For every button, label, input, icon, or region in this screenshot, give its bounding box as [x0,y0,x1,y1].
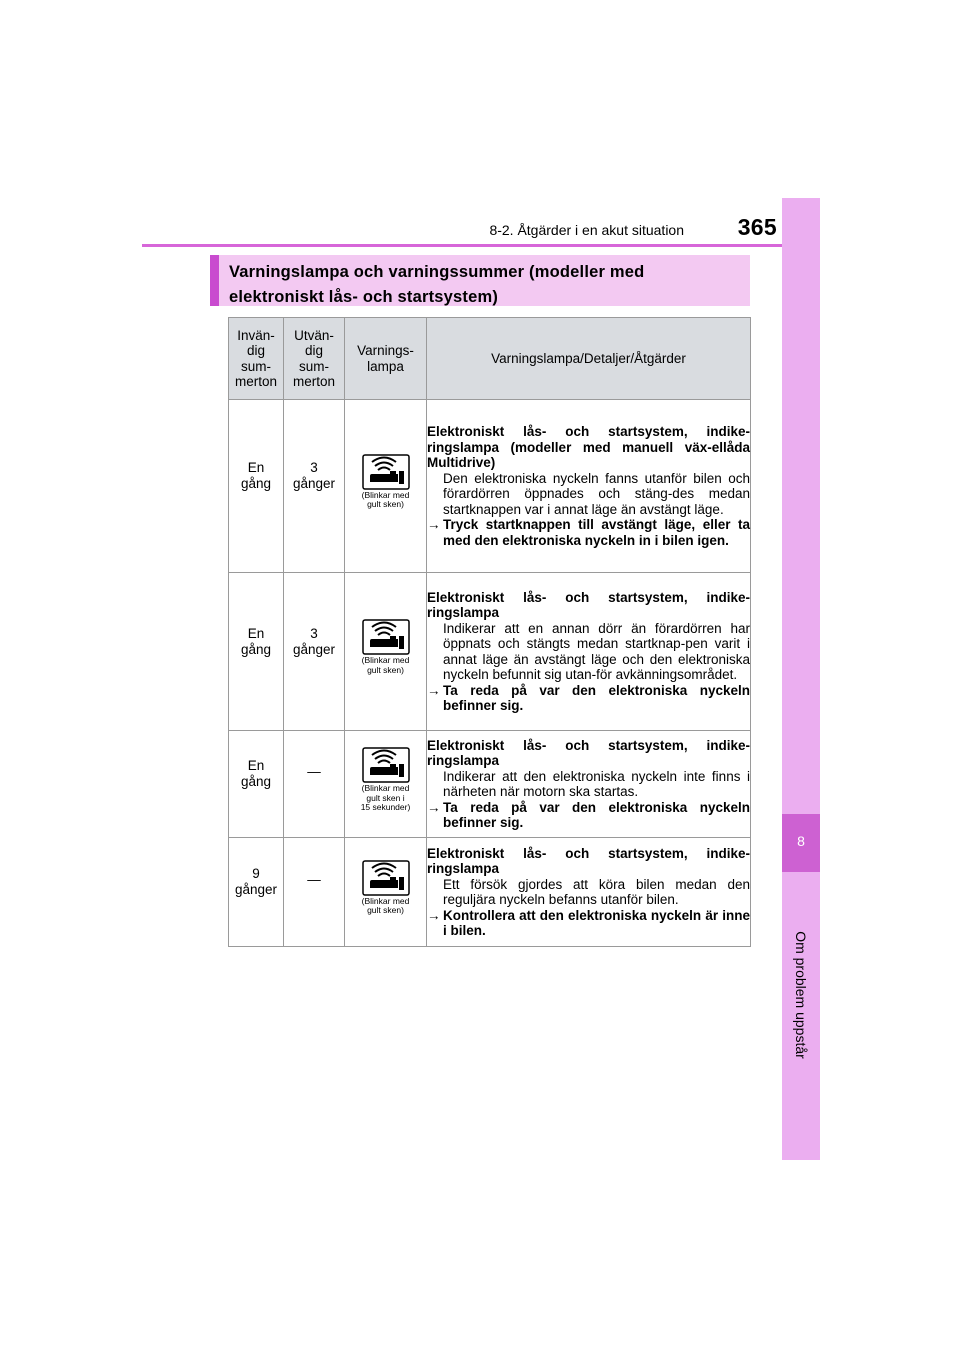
table-row [229,838,751,947]
lamp-note: (Blinkar med gult sken) [361,895,410,916]
outside-buzzer-count: 3 gånger [292,460,336,491]
lamp-figure [356,860,416,916]
outside-buzzer-cell [284,731,345,838]
detail-cell [427,731,751,838]
inside-buzzer-count: En gång [240,460,272,491]
detail-cell [427,838,751,947]
lamp-figure [356,619,416,675]
detail-cell [427,573,751,731]
inside-buzzer-cell [229,573,284,731]
detail-description: Indikerar att den elektroniska nyckeln inte finns i närheten när motorn ska startas. [443,768,750,799]
outside-buzzer-count: — [307,764,321,779]
header-outside-label: Utvän- dig sum- merton [292,327,336,389]
chapter-number: 8 [797,833,805,849]
detail-description: Indikerar att en annan dörr än förardörren har öppnats och stängts medan startknap-pen varit i annat läge än avstängt läge och den elektroniska nyckeln befunnit sig utan-för avkänningsområdet. [443,620,750,682]
outside-buzzer-cell [284,400,345,573]
arrow-icon: → [427,682,441,698]
outside-buzzer-count: — [307,872,321,887]
detail-action-text: Ta reda på var den elektroniska nyckeln befinner sig. [443,682,750,713]
outside-buzzer-cell [284,838,345,947]
detail-action-text: Tryck startknappen till avstängt läge, eller ta med den elektroniska nyckeln in i bilen igen. [443,517,750,548]
lamp-figure [356,454,416,510]
detail-action [427,683,750,714]
lamp-cell [345,731,427,838]
detail-title: Elektroniskt lås- och startsystem, indike-ringslampa [427,845,750,876]
smart-key-warning-icon [362,860,410,896]
outside-buzzer-count: 3 gånger [292,625,336,657]
inside-buzzer-count: En gång [240,758,272,789]
detail-action-text: Kontrollera att den elektroniska nyckeln är inne i bilen. [443,907,750,938]
detail-action [427,908,750,939]
chapter-label-wrapper [776,930,826,1060]
detail-action-text: Ta reda på var den elektroniska nyckeln befinner sig. [443,799,750,830]
chapter-title: Om problem uppstår [793,931,810,1059]
inside-buzzer-count: En gång [240,625,272,657]
lamp-cell [345,838,427,947]
header-inside-buzzer [229,318,284,400]
lamp-note: (Blinkar med gult sken) [361,489,410,510]
detail-title: Elektroniskt lås- och startsystem, indike-ringslampa [427,589,750,620]
header-divider [142,244,820,247]
lamp-note: (Blinkar med gult sken i 15 sekunder) [360,783,411,812]
header-outside-buzzer [284,318,345,400]
inside-buzzer-cell [229,731,284,838]
detail-title: Elektroniskt lås- och startsystem, indike-ringslampa [427,737,750,768]
lamp-cell [345,573,427,731]
detail-description: Ett försök gjordes att köra bilen medan den reguljära nyckeln befanns utanför bilen. [443,876,750,907]
header-lamp-label: Varnings- lampa [357,343,414,374]
header-warning-lamp [345,318,427,400]
table-row [229,400,751,573]
arrow-icon: → [427,517,441,532]
arrow-icon: → [427,907,441,923]
smart-key-warning-icon [362,454,410,490]
arrow-icon: → [427,799,441,815]
table-row [229,731,751,838]
inside-buzzer-count: 9 gånger [234,866,278,897]
header-details [427,318,751,400]
detail-title: Elektroniskt lås- och startsystem, indike-ringslampa (modeller med manuell väx-ellåda Multidrive) [427,424,750,470]
inside-buzzer-cell [229,400,284,573]
table-row [229,573,751,731]
lamp-figure [356,747,416,813]
lamp-note: (Blinkar med gult sken) [361,655,410,675]
detail-cell [427,400,751,573]
section-heading-callout: Varningslampa och varningssummer (modeller med elektroniskt lås- och startsystem) [210,255,750,306]
smart-key-warning-icon [362,619,410,655]
section-title: 8-2. Åtgärder i en akut situation [489,222,684,238]
detail-action [427,517,750,548]
warning-table [228,317,751,947]
header-details-label: Varningslampa/Detaljer/Åtgärder [491,350,686,366]
table-header-row [229,318,751,400]
detail-description: Den elektroniska nyckeln fanns utanför bilen och förardörren öppnades och stäng-des medan startknappen var i annat läge än avstängt läge. [443,470,750,517]
page-number: 365 [737,214,777,240]
outside-buzzer-cell [284,573,345,731]
detail-action [427,800,750,831]
smart-key-warning-icon [362,747,410,783]
inside-buzzer-cell [229,838,284,947]
lamp-cell [345,400,427,573]
header-inside-label: Invän- dig sum- merton [234,327,278,389]
